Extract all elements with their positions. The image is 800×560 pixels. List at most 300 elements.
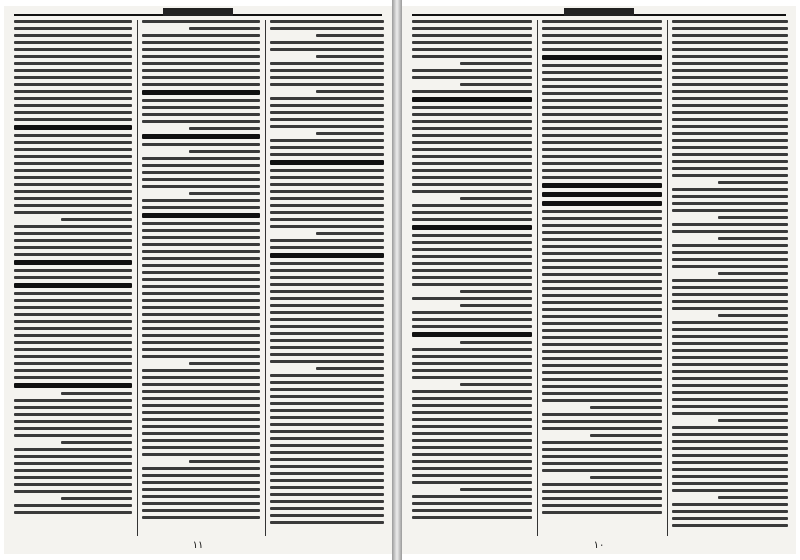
text-line-graphic: [542, 336, 662, 339]
text-line-graphic: [14, 211, 132, 214]
text-line-graphic: [542, 371, 662, 374]
text-line-graphic: [718, 272, 788, 275]
text-line-graphic: [718, 216, 788, 219]
text-line-graphic: [672, 111, 788, 114]
text-line-graphic: [142, 250, 260, 253]
text-line-graphic: [142, 348, 260, 351]
text-line-graphic: [142, 34, 260, 37]
text-line-graphic: [142, 313, 260, 316]
text-line-graphic: [14, 476, 132, 479]
text-line-graphic: [542, 113, 662, 116]
text-line-graphic: [14, 504, 132, 507]
text-line-graphic: [672, 195, 788, 198]
text-line-graphic: [412, 225, 532, 230]
text-line-graphic: [270, 465, 384, 468]
text-line-graphic: [142, 306, 260, 309]
text-line-graphic: [542, 322, 662, 325]
text-line-graphic: [270, 423, 384, 426]
text-line-graphic: [460, 488, 532, 491]
text-line-graphic: [142, 20, 260, 23]
text-line-graphic: [14, 148, 132, 151]
text-line-graphic: [142, 390, 260, 393]
text-line-graphic: [412, 204, 532, 207]
text-line-graphic: [672, 153, 788, 156]
right-column-divider-2: [667, 20, 668, 536]
text-line-graphic: [412, 211, 532, 214]
text-line-graphic: [412, 155, 532, 158]
text-line-graphic: [542, 92, 662, 95]
text-line-graphic: [270, 125, 384, 128]
text-line-graphic: [270, 246, 384, 249]
text-line-graphic: [270, 111, 384, 114]
text-line-graphic: [270, 176, 384, 179]
text-line-graphic: [142, 278, 260, 281]
text-line-graphic: [412, 446, 532, 449]
text-line-graphic: [142, 439, 260, 442]
text-line-graphic: [672, 342, 788, 345]
text-line-graphic: [270, 451, 384, 454]
text-line-graphic: [542, 364, 662, 367]
text-line-graphic: [542, 497, 662, 500]
text-line-graphic: [270, 437, 384, 440]
text-line-graphic: [542, 399, 662, 402]
text-line-graphic: [142, 213, 260, 218]
text-line-graphic: [672, 20, 788, 23]
text-line-graphic: [142, 264, 260, 267]
text-line-graphic: [542, 183, 662, 188]
text-line-graphic: [460, 197, 532, 200]
left-column-1: [14, 20, 132, 536]
text-line-graphic: [672, 139, 788, 142]
text-line-graphic: [412, 162, 532, 165]
text-line-graphic: [142, 509, 260, 512]
text-line-graphic: [14, 420, 132, 423]
left-column-2: [142, 20, 260, 536]
text-line-graphic: [14, 134, 132, 137]
text-line-graphic: [14, 246, 132, 249]
text-line-graphic: [542, 357, 662, 360]
text-line-graphic: [542, 134, 662, 137]
text-line-graphic: [672, 160, 788, 163]
text-line-graphic: [542, 20, 662, 23]
text-line-graphic: [672, 76, 788, 79]
text-line-graphic: [142, 257, 260, 260]
text-line-graphic: [542, 343, 662, 346]
text-line-graphic: [270, 388, 384, 391]
text-line-graphic: [672, 125, 788, 128]
text-line-graphic: [412, 467, 532, 470]
text-line-graphic: [542, 315, 662, 318]
text-line-graphic: [412, 27, 532, 30]
text-line-graphic: [412, 141, 532, 144]
right-column-divider-1: [537, 20, 538, 536]
text-line-graphic: [672, 349, 788, 352]
text-line-graphic: [270, 239, 384, 242]
text-line-graphic: [14, 327, 132, 330]
text-line-graphic: [412, 474, 532, 477]
text-line-graphic: [142, 236, 260, 239]
text-line-graphic: [672, 48, 788, 51]
text-line-graphic: [142, 99, 260, 102]
text-line-graphic: [542, 48, 662, 51]
text-line-graphic: [270, 27, 384, 30]
text-line-graphic: [672, 482, 788, 485]
text-line-graphic: [14, 369, 132, 372]
text-line-graphic: [14, 204, 132, 207]
text-line-graphic: [542, 238, 662, 241]
text-line-graphic: [672, 433, 788, 436]
text-line-graphic: [14, 448, 132, 451]
text-line-graphic: [672, 384, 788, 387]
text-line-graphic: [672, 188, 788, 191]
text-line-graphic: [270, 493, 384, 496]
text-line-graphic: [142, 341, 260, 344]
text-line-graphic: [412, 183, 532, 186]
text-line-graphic: [270, 48, 384, 51]
text-line-graphic: [412, 425, 532, 428]
text-line-graphic: [142, 292, 260, 295]
text-line-graphic: [412, 218, 532, 221]
text-line-graphic: [142, 271, 260, 274]
text-line-graphic: [412, 148, 532, 151]
text-line-graphic: [542, 427, 662, 430]
text-line-graphic: [270, 218, 384, 221]
text-line-graphic: [142, 199, 260, 202]
text-line-graphic: [542, 106, 662, 109]
text-line-graphic: [142, 164, 260, 167]
text-line-graphic: [672, 475, 788, 478]
text-line-graphic: [189, 460, 260, 463]
text-line-graphic: [672, 174, 788, 177]
text-line-graphic: [672, 286, 788, 289]
text-line-graphic: [542, 455, 662, 458]
text-line-graphic: [542, 71, 662, 74]
text-line-graphic: [672, 223, 788, 226]
text-line-graphic: [270, 409, 384, 412]
text-line-graphic: [14, 125, 132, 130]
text-line-graphic: [270, 521, 384, 524]
text-line-graphic: [460, 383, 532, 386]
text-line-graphic: [142, 120, 260, 123]
text-line-graphic: [142, 481, 260, 484]
text-line-graphic: [460, 290, 532, 293]
text-line-graphic: [14, 313, 132, 316]
text-line-graphic: [14, 269, 132, 272]
text-line-graphic: [14, 483, 132, 486]
text-line-graphic: [61, 497, 132, 500]
text-line-graphic: [270, 41, 384, 44]
text-line-graphic: [412, 297, 532, 300]
text-line-graphic: [270, 325, 384, 328]
text-line-graphic: [460, 83, 532, 86]
text-line-graphic: [412, 502, 532, 505]
text-line-graphic: [412, 318, 532, 321]
text-line-graphic: [142, 397, 260, 400]
text-line-graphic: [14, 62, 132, 65]
text-line-graphic: [590, 476, 662, 479]
text-line-graphic: [189, 27, 260, 30]
text-line-graphic: [672, 461, 788, 464]
text-line-graphic: [672, 412, 788, 415]
text-line-graphic: [270, 444, 384, 447]
text-line-graphic: [61, 441, 132, 444]
text-line-graphic: [672, 132, 788, 135]
text-line-graphic: [412, 516, 532, 519]
text-line-graphic: [412, 283, 532, 286]
text-line-graphic: [672, 377, 788, 380]
text-line-graphic: [412, 332, 532, 337]
text-line-graphic: [14, 41, 132, 44]
text-line-graphic: [270, 318, 384, 321]
text-line-graphic: [672, 321, 788, 324]
text-line-graphic: [542, 469, 662, 472]
right-header-title-graphic: [564, 8, 634, 16]
text-line-graphic: [270, 83, 384, 86]
text-line-graphic: [412, 34, 532, 37]
text-line-graphic: [270, 297, 384, 300]
text-line-graphic: [270, 69, 384, 72]
text-line-graphic: [270, 153, 384, 156]
text-line-graphic: [14, 283, 132, 288]
text-line-graphic: [672, 440, 788, 443]
text-line-graphic: [316, 232, 384, 235]
text-line-graphic: [142, 185, 260, 188]
text-line-graphic: [412, 134, 532, 137]
text-line-graphic: [412, 481, 532, 484]
right-column-3: [672, 20, 788, 536]
text-line-graphic: [14, 111, 132, 114]
text-line-graphic: [412, 255, 532, 258]
text-line-graphic: [542, 273, 662, 276]
text-line-graphic: [542, 287, 662, 290]
text-line-graphic: [14, 376, 132, 379]
text-line-graphic: [14, 190, 132, 193]
text-line-graphic: [542, 27, 662, 30]
text-line-graphic: [142, 229, 260, 232]
text-line-graphic: [142, 83, 260, 86]
text-line-graphic: [142, 425, 260, 428]
text-line-graphic: [672, 244, 788, 247]
text-line-graphic: [412, 439, 532, 442]
text-line-graphic: [672, 468, 788, 471]
text-line-graphic: [412, 176, 532, 179]
text-line-graphic: [412, 369, 532, 372]
left-column-divider-2: [265, 20, 266, 536]
text-line-graphic: [542, 155, 662, 158]
text-line-graphic: [672, 524, 788, 527]
text-line-graphic: [412, 269, 532, 272]
text-line-graphic: [14, 197, 132, 200]
text-line-graphic: [270, 204, 384, 207]
text-line-graphic: [14, 490, 132, 493]
text-line-graphic: [542, 308, 662, 311]
text-line-graphic: [542, 462, 662, 465]
text-line-graphic: [542, 127, 662, 130]
text-line-graphic: [718, 237, 788, 240]
text-line-graphic: [14, 97, 132, 100]
text-line-graphic: [270, 353, 384, 356]
text-line-graphic: [316, 34, 384, 37]
text-line-graphic: [412, 311, 532, 314]
text-line-graphic: [14, 232, 132, 235]
text-line-graphic: [412, 55, 532, 58]
text-line-graphic: [542, 511, 662, 514]
text-line-graphic: [672, 363, 788, 366]
text-line-graphic: [672, 62, 788, 65]
text-line-graphic: [142, 113, 260, 116]
text-line-graphic: [672, 104, 788, 107]
text-line-graphic: [142, 488, 260, 491]
text-line-graphic: [142, 171, 260, 174]
text-line-graphic: [270, 183, 384, 186]
text-line-graphic: [542, 350, 662, 353]
text-line-graphic: [412, 509, 532, 512]
text-line-graphic: [412, 411, 532, 414]
text-line-graphic: [14, 83, 132, 86]
text-line-graphic: [542, 378, 662, 381]
text-line-graphic: [14, 511, 132, 514]
text-line-graphic: [412, 97, 532, 102]
left-column-divider-1: [137, 20, 138, 536]
text-line-graphic: [542, 85, 662, 88]
text-line-graphic: [142, 495, 260, 498]
text-line-graphic: [412, 190, 532, 193]
text-line-graphic: [316, 55, 384, 58]
text-line-graphic: [412, 432, 532, 435]
text-line-graphic: [142, 467, 260, 470]
text-line-graphic: [14, 20, 132, 23]
text-line-graphic: [542, 483, 662, 486]
text-line-graphic: [270, 62, 384, 65]
text-line-graphic: [672, 167, 788, 170]
text-line-graphic: [672, 356, 788, 359]
text-line-graphic: [270, 283, 384, 286]
text-line-graphic: [460, 62, 532, 65]
text-line-graphic: [61, 218, 132, 221]
text-line-graphic: [412, 248, 532, 251]
text-line-graphic: [672, 405, 788, 408]
text-line-graphic: [270, 211, 384, 214]
text-line-graphic: [142, 55, 260, 58]
text-line-graphic: [14, 169, 132, 172]
text-line-graphic: [142, 62, 260, 65]
text-line-graphic: [14, 69, 132, 72]
text-line-graphic: [412, 355, 532, 358]
text-line-graphic: [14, 383, 132, 388]
text-line-graphic: [672, 34, 788, 37]
text-line-graphic: [672, 69, 788, 72]
text-line-graphic: [542, 210, 662, 213]
text-line-graphic: [14, 348, 132, 351]
text-line-graphic: [142, 446, 260, 449]
text-line-graphic: [142, 206, 260, 209]
text-line-graphic: [142, 418, 260, 421]
text-line-graphic: [412, 76, 532, 79]
text-line-graphic: [412, 169, 532, 172]
text-line-graphic: [672, 230, 788, 233]
text-line-graphic: [142, 76, 260, 79]
text-line-graphic: [14, 118, 132, 121]
left-page: [4, 6, 392, 554]
text-line-graphic: [542, 266, 662, 269]
text-line-graphic: [412, 362, 532, 365]
text-line-graphic: [718, 314, 788, 317]
text-line-graphic: [142, 502, 260, 505]
text-line-graphic: [270, 76, 384, 79]
text-line-graphic: [542, 64, 662, 67]
text-line-graphic: [412, 404, 532, 407]
text-line-graphic: [542, 504, 662, 507]
text-line-graphic: [270, 381, 384, 384]
text-line-graphic: [542, 162, 662, 165]
text-line-graphic: [542, 280, 662, 283]
text-line-graphic: [270, 290, 384, 293]
text-line-graphic: [270, 416, 384, 419]
text-line-graphic: [14, 183, 132, 186]
text-line-graphic: [412, 127, 532, 130]
text-line-graphic: [542, 294, 662, 297]
text-line-graphic: [14, 355, 132, 358]
text-line-graphic: [270, 169, 384, 172]
text-line-graphic: [14, 406, 132, 409]
text-line-graphic: [672, 398, 788, 401]
text-line-graphic: [672, 27, 788, 30]
text-line-graphic: [14, 299, 132, 302]
text-line-graphic: [542, 420, 662, 423]
text-line-graphic: [270, 472, 384, 475]
text-line-graphic: [14, 34, 132, 37]
text-line-graphic: [542, 99, 662, 102]
text-line-graphic: [189, 127, 260, 130]
text-line-graphic: [189, 362, 260, 365]
text-line-graphic: [672, 489, 788, 492]
text-line-graphic: [672, 209, 788, 212]
text-line-graphic: [142, 41, 260, 44]
text-line-graphic: [412, 390, 532, 393]
right-page-number: ۱۰: [593, 540, 605, 551]
text-line-graphic: [142, 411, 260, 414]
text-line-graphic: [542, 217, 662, 220]
text-line-graphic: [542, 192, 662, 197]
text-line-graphic: [61, 392, 132, 395]
text-line-graphic: [270, 146, 384, 149]
text-line-graphic: [718, 419, 788, 422]
text-line-graphic: [14, 462, 132, 465]
text-line-graphic: [270, 197, 384, 200]
text-line-graphic: [672, 370, 788, 373]
text-line-graphic: [590, 406, 662, 409]
text-line-graphic: [542, 490, 662, 493]
text-line-graphic: [542, 441, 662, 444]
text-line-graphic: [142, 222, 260, 225]
text-line-graphic: [189, 150, 260, 153]
text-line-graphic: [412, 397, 532, 400]
text-line-graphic: [412, 325, 532, 328]
text-line-graphic: [316, 132, 384, 135]
text-line-graphic: [412, 106, 532, 109]
text-line-graphic: [672, 517, 788, 520]
text-line-graphic: [189, 192, 260, 195]
text-line-graphic: [14, 334, 132, 337]
text-line-graphic: [412, 69, 532, 72]
text-line-graphic: [672, 146, 788, 149]
text-line-graphic: [14, 455, 132, 458]
text-line-graphic: [412, 113, 532, 116]
text-line-graphic: [672, 251, 788, 254]
text-line-graphic: [672, 391, 788, 394]
text-line-graphic: [542, 120, 662, 123]
text-line-graphic: [672, 97, 788, 100]
